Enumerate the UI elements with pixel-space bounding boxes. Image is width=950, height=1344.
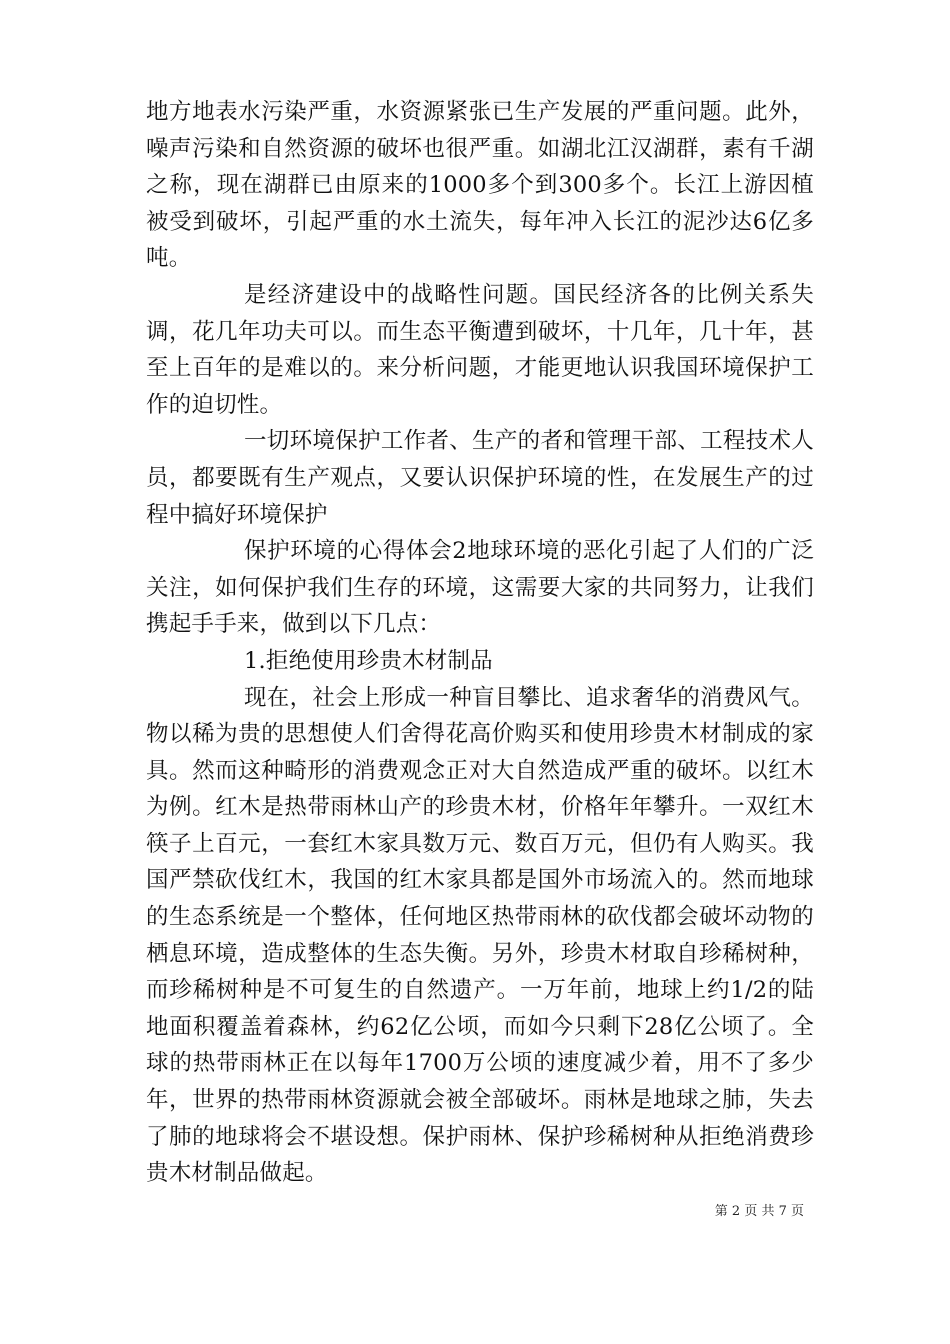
page-number-footer: 第 2 页 共 7 页 — [714, 1204, 804, 1219]
list-heading-1: 1.拒绝使用珍贵木材制品 — [244, 647, 493, 674]
paragraph-1: 地方地表水污染严重，水资源紧张已生产发展的严重问题。此外，噪声污染和自然资源的破坏也很严重。如湖北江汉湖群，素有千湖之称，现在湖群已由原来的1000多个到300多个。长江上游因植被受到破坏，引起严重的水土流失，每年冲入长江的泥沙达6亿多吨。 — [146, 99, 814, 272]
paragraph-2: 是经济建设中的战略性问题。国民经济各的比例关系失调，花几年功夫可以。而生态平衡遭到破坏，十几年，几十年，甚至上百年的是难以的。来分析问题，才能更地认识我国环境保护工作的迫切性。 — [146, 281, 814, 418]
paragraph-5: 现在，社会上形成一种盲目攀比、追求奢华的消费风气。物以稀为贵的思想使人们舍得花高价购买和使用珍贵木材制成的家具。然而这种畸形的消费观念正对大自然造成严重的破坏。以红木为例。红木是热带雨林山产的珍贵木材，价格年年攀升。一双红木筷子上百元，一套红木家具数万元、数百万元，但仍有人购买。我国严禁砍伐红木，我国的红木家具都是国外市场流入的。然而地球的生态系统是一个整体，任何地区热带雨林的砍伐都会破坏动物的栖息环境，造成整体的生态失衡。另外，珍贵木材取自珍稀树种，而珍稀树种是不可复生的自然遗产。一万年前，地球上约1/2的陆地面积覆盖着森林，约62亿公顷，而如今只剩下28亿公顷了。全球的热带雨林正在以每年1700万公顷的速度减少着，用不了多少年，世界的热带雨林资源就会被全部破坏。雨林是地球之肺，失去了肺的地球将会不堪设想。保护雨林、保护珍稀树种从拒绝消费珍贵木材制品做起。 — [146, 684, 814, 1187]
paragraph-3: 一切环境保护工作者、生产的者和管理干部、工程技术人员，都要既有生产观点，又要认识保护环境的性，在发展生产的过程中搞好环境保护 — [146, 428, 814, 528]
paragraph-4: 保护环境的心得体会2地球环境的恶化引起了人们的广泛关注，如何保护我们生存的环境，这需要大家的共同努力，让我们携起手手来，做到以下几点： — [146, 538, 814, 638]
document-body — [146, 94, 814, 1192]
